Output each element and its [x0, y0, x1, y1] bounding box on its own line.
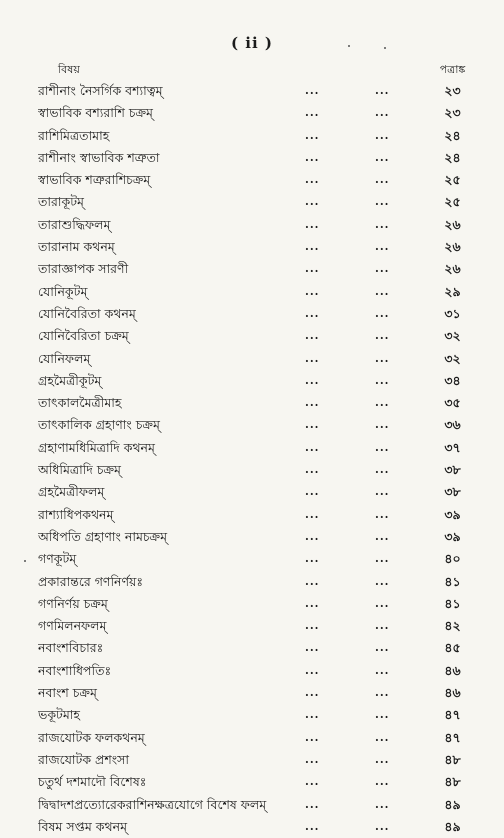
dot-leader: ... [375, 106, 390, 120]
dot-leader: ... [375, 240, 390, 254]
toc-entry [0, 437, 504, 459]
toc-entry [0, 325, 504, 347]
toc-entry-page: ৩৬ [444, 417, 461, 433]
dot-leader: ... [305, 619, 320, 633]
toc-entry [0, 102, 504, 124]
dot-leader: ... [305, 686, 320, 700]
toc-entry-page: ২৪ [444, 149, 461, 165]
dot-leader: ... [305, 752, 320, 766]
toc-entry [0, 704, 504, 726]
toc-entry-title: তাৎকালিক গ্রহাণাং চক্রম্ [38, 417, 160, 433]
dot-leader: ... [305, 708, 320, 722]
dot-leader: ... [305, 240, 320, 254]
toc-entry-title: রাশীনাং স্বাভাবিক শত্রুতা [38, 149, 160, 165]
toc-entry-title: তারাজ্ঞাপক সারণী [38, 261, 129, 277]
toc-entry [0, 169, 504, 191]
dot-leader: ... [305, 574, 320, 588]
dot-leader: ... [305, 641, 320, 655]
toc-entry [0, 370, 504, 392]
toc-entry-page: ৩৯ [444, 528, 461, 544]
dot-leader: ... [375, 485, 390, 499]
dot-leader: ... [375, 619, 390, 633]
toc-entry [0, 593, 504, 615]
toc-entry [0, 80, 504, 102]
dot-leader: ... [305, 262, 320, 276]
toc-entry [0, 414, 504, 436]
toc-entry-page: ২৬ [444, 239, 461, 255]
dot-leader: ... [305, 284, 320, 298]
toc-entry-title: যোনিবৈরিতা কথনম্ [38, 305, 136, 321]
dot-leader: ... [305, 396, 320, 410]
toc-entry-title: স্বাভাবিক শত্রুরাশিচক্রম্ [38, 172, 151, 188]
toc-entry [0, 548, 504, 570]
dot-leader: ... [375, 396, 390, 410]
dot-leader: ... [305, 373, 320, 387]
toc-entry-title: গণমিলনফলম্ [38, 618, 107, 634]
toc-entry-page: ৪৮ [444, 774, 461, 790]
dot-leader: ... [375, 529, 390, 543]
dot-leader: ... [305, 529, 320, 543]
toc-entry [0, 281, 504, 303]
toc-entry-title: ভকূটমাহ [38, 707, 81, 723]
toc-entry-title: স্বাভাবিক বশ্যরাশি চক্রম্ [38, 105, 153, 121]
toc-entry-page: ৩২ [444, 350, 461, 366]
dot-leader: ... [375, 329, 390, 343]
dot-leader: ... [305, 797, 320, 811]
page-number: ( ii ) [230, 34, 274, 52]
toc-entry-page: ২৩ [444, 83, 461, 98]
toc-entry-title: নবাংশবিচারঃ [38, 640, 104, 656]
toc-entry-page: ৩৫ [444, 395, 461, 411]
toc-entry [0, 771, 504, 793]
toc-entry-page: ৪৬ [444, 662, 461, 678]
dot-leader: ... [305, 440, 320, 454]
table-of-contents [0, 80, 504, 838]
toc-entry-title: তারানাম কথনম্ [38, 239, 115, 255]
toc-entry-title: তারাশুদ্ধিফলম্ [38, 216, 111, 232]
toc-entry [0, 147, 504, 169]
toc-entry-page: ২৪ [444, 127, 461, 143]
toc-entry-page: ৪৯ [444, 796, 461, 812]
toc-entry-page: ৪৯ [444, 818, 461, 834]
toc-entry [0, 348, 504, 370]
toc-entry [0, 615, 504, 637]
dot-leader: ... [375, 306, 390, 320]
dot-leader: ... [305, 128, 320, 142]
toc-entry-title: গণনির্ণয় চক্রম্ [38, 595, 108, 611]
dot-leader: ... [375, 552, 390, 566]
dot-leader: ... [305, 552, 320, 566]
dot-leader: ... [375, 351, 390, 365]
toc-entry-title: গ্রহাণামধিমিত্রাদি কথনম্ [38, 439, 155, 455]
toc-entry-page: ৩২ [444, 328, 461, 344]
dot-leader: ... [375, 150, 390, 164]
dot-leader: ... [375, 463, 390, 477]
toc-entry-page: ৩৯ [444, 506, 461, 522]
dot-leader: ... [305, 775, 320, 789]
toc-entry [0, 258, 504, 280]
dot-leader: ... [375, 195, 390, 209]
dot-leader: ... [375, 641, 390, 655]
toc-entry-title: তাৎকালমৈত্রীমাহ [38, 395, 122, 411]
dot-leader: ... [375, 752, 390, 766]
toc-entry-title: নবাংশ চক্রম্ [38, 685, 97, 701]
dot-leader: ... [305, 84, 320, 97]
dot-leader: ... [305, 485, 320, 499]
toc-entry-page: ২৫ [444, 172, 461, 188]
toc-entry-title: প্রকারান্তরে গণনির্ণয়ঃ [38, 573, 144, 589]
toc-entry-title: যোনিকূটম্ [38, 283, 88, 299]
toc-entry [0, 816, 504, 838]
dot-leader: ... [375, 775, 390, 789]
toc-entry [0, 794, 504, 816]
dot-leader: ... [375, 708, 390, 722]
dot-leader: ... [305, 596, 320, 610]
toc-entry-page: ৪০ [444, 551, 461, 567]
toc-entry-page: ৪৬ [444, 685, 461, 701]
toc-entry [0, 125, 504, 147]
toc-entry [0, 459, 504, 481]
dot-leader: ... [375, 797, 390, 811]
dot-leader: ... [305, 463, 320, 477]
toc-entry-page: ৪৫ [444, 640, 461, 656]
toc-entry [0, 504, 504, 526]
dot-leader: ... [305, 819, 320, 833]
dot-leader: ... [305, 195, 320, 209]
dot-leader: ... [375, 284, 390, 298]
toc-entry-title: তারাকূটম্ [38, 194, 85, 210]
toc-entry-page: ২৬ [444, 261, 461, 277]
page-column-heading: পত্রাঙ্ক [439, 63, 466, 76]
dot-leader: ... [375, 440, 390, 454]
dot-leader: ... [375, 217, 390, 231]
toc-entry-page: ৪৭ [444, 707, 461, 723]
toc-entry [0, 191, 504, 213]
toc-entry [0, 749, 504, 771]
toc-entry-title: রাশীনাং নৈসর্গিক বশ্যাত্বম্ [38, 83, 163, 98]
dot-leader: ... [375, 128, 390, 142]
scan-speck [384, 47, 386, 49]
dot-leader: ... [375, 663, 390, 677]
toc-entry [0, 637, 504, 659]
toc-entry-title: যোনিফলম্ [38, 350, 91, 366]
dot-leader: ... [305, 418, 320, 432]
dot-leader: ... [305, 351, 320, 365]
toc-entry [0, 682, 504, 704]
dot-leader: ... [375, 84, 390, 97]
toc-entry [0, 571, 504, 593]
toc-entry-page: ৩৮ [444, 462, 461, 478]
toc-entry-title: চতুর্থ দশমাদৌ বিশেষঃ [38, 774, 147, 790]
toc-entry-page: ৩৭ [444, 439, 461, 455]
toc-entry-title: যোনিবৈরিতা চক্রম্ [38, 328, 129, 344]
toc-entry-page: ২৯ [444, 283, 461, 299]
toc-entry-title: অধিমিত্রাদি চক্রম্ [38, 462, 121, 478]
toc-entry-title: দ্বিদ্বাদশপ্রত্যোরেকরাশিনক্ষত্রযোগে বিশেষ ফলম্ [38, 796, 267, 812]
dot-leader: ... [375, 574, 390, 588]
dot-leader: ... [375, 686, 390, 700]
toc-entry [0, 660, 504, 682]
dot-leader: ... [305, 329, 320, 343]
dot-leader: ... [375, 730, 390, 744]
dot-leader: ... [375, 507, 390, 521]
dot-leader: ... [305, 663, 320, 677]
dot-leader: ... [305, 150, 320, 164]
dot-leader: ... [305, 217, 320, 231]
toc-entry [0, 214, 504, 236]
toc-entry [0, 236, 504, 258]
dot-leader: ... [375, 819, 390, 833]
toc-entry-title: বিষম সপ্তম কথনম্ [38, 818, 128, 834]
toc-entry-title: রাজযোটক প্রশংসা [38, 751, 130, 767]
dot-leader: ... [375, 418, 390, 432]
dot-leader: ... [375, 596, 390, 610]
toc-entry-page: ৩৮ [444, 484, 461, 500]
toc-header [0, 61, 504, 77]
toc-entry-page: ২৬ [444, 216, 461, 232]
toc-entry [0, 481, 504, 503]
dot-leader: ... [375, 262, 390, 276]
dot-leader: ... [305, 306, 320, 320]
dot-leader: ... [305, 106, 320, 120]
scan-speck [348, 45, 350, 47]
toc-entry-title: রাশ্যাধিপকথনম্ [38, 506, 114, 522]
toc-entry [0, 303, 504, 325]
toc-entry-title: রাজযোটক ফলকথনম্ [38, 729, 145, 745]
dot-leader: ... [305, 507, 320, 521]
toc-entry-page: ৪২ [444, 618, 461, 634]
dot-leader: ... [305, 173, 320, 187]
toc-entry [0, 526, 504, 548]
dot-leader: ... [305, 730, 320, 744]
dot-leader: ... [375, 173, 390, 187]
toc-entry [0, 727, 504, 749]
toc-entry-title: গ্রহমৈত্রীফলম্ [38, 484, 105, 500]
toc-entry-page: ৪৮ [444, 751, 461, 767]
toc-entry-title: গণকূটম্ [38, 551, 77, 567]
toc-entry-title: রাশিমিত্রতামাহ [38, 127, 110, 143]
toc-entry-title: গ্রহমৈত্রীকূটম্ [38, 372, 102, 388]
dot-leader: ... [375, 373, 390, 387]
toc-entry-page: ৩৪ [444, 372, 461, 388]
toc-entry-page: ৪১ [444, 595, 461, 611]
toc-entry [0, 392, 504, 414]
toc-entry-page: ৩১ [444, 305, 461, 321]
toc-entry-title: অধিপতি গ্রহাণাং নামচক্রম্ [38, 528, 168, 544]
subject-column-heading: বিষয় [58, 63, 80, 76]
toc-entry-title: নবাংশাধিপতিঃ [38, 662, 112, 678]
scan-speck [24, 560, 26, 562]
toc-entry-page: ২৩ [444, 105, 461, 121]
toc-entry-page: ২৫ [444, 194, 461, 210]
toc-entry-page: ৪৭ [444, 729, 461, 745]
toc-entry-page: ৪১ [444, 573, 461, 589]
